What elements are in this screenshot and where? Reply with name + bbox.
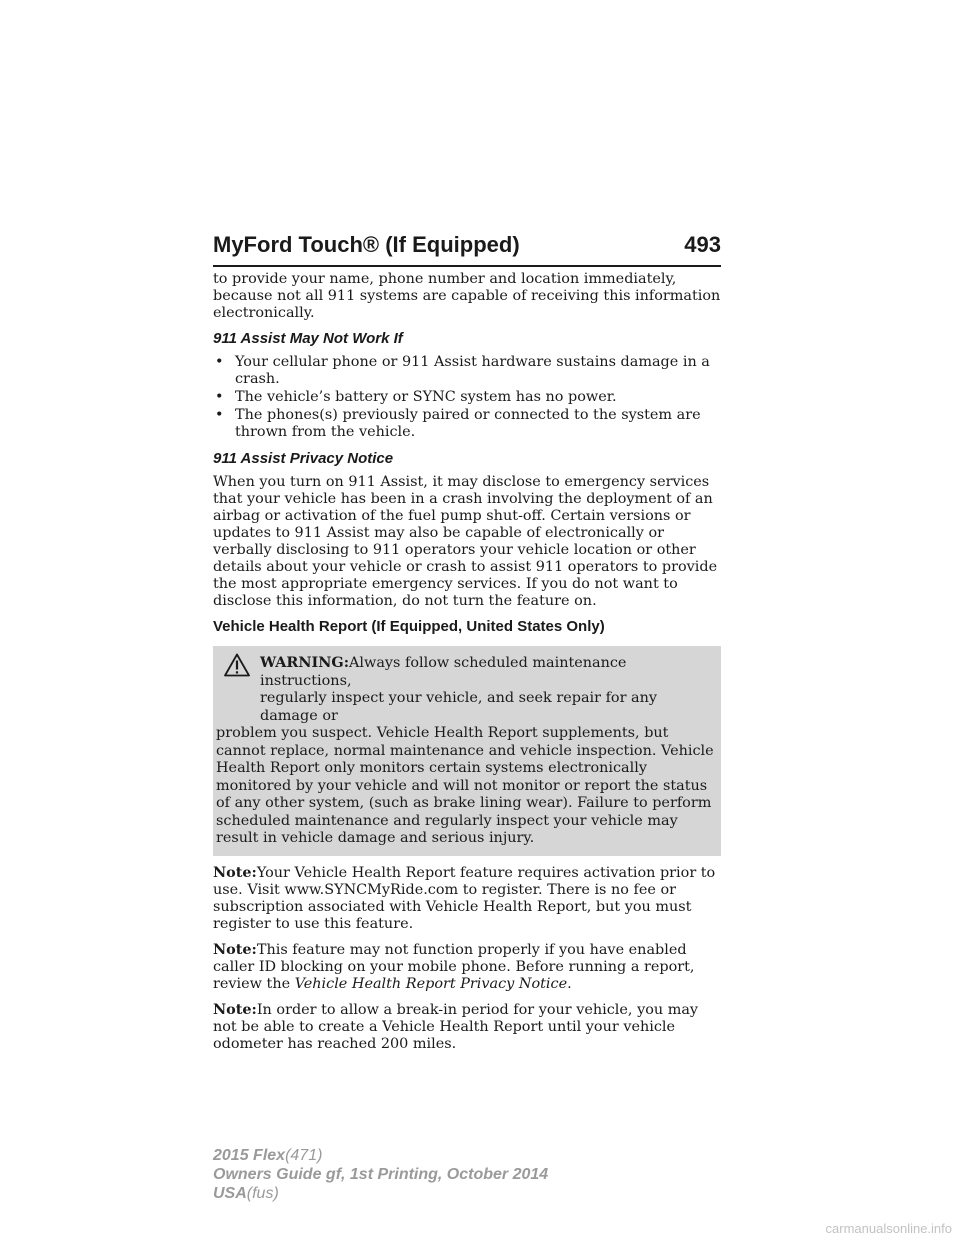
privacy-paragraph: When you turn on 911 Assist, it may disclose to emergency services that your vehicle has been in a crash involving the deployment of an airbag or activation of the fuel pump shut-off. Certain versions or updates to 911 Assist may also be capable of electronically or verbally disclosing to 911 operators your vehicle location or other details about your vehicle or crash to assist 911 operators to provide the most appropriate emergency services. If you do not want to disclose this information, do not turn the feature on.: [213, 474, 718, 609]
warning-body: problem you suspect. Vehicle Health Report supplements, but cannot replace, normal maintenance and vehicle inspection. Vehicle Health Report only monitors certain systems electronically monitored by your vehicle and will not monitor or report the status of any other system, (such as brake lining wear). Failure to perform scheduled maintenance and regularly inspect your vehicle may result in vehicle damage and serious injury.: [216, 725, 714, 846]
header-divider: [213, 265, 721, 267]
privacy-notice-reference: Vehicle Health Report Privacy Notice: [294, 975, 568, 992]
section-heading-may-not-work: 911 Assist May Not Work If: [213, 330, 403, 347]
warning-label: WARNING:: [260, 654, 350, 671]
section-heading-privacy: 911 Assist Privacy Notice: [213, 450, 394, 467]
bullet-icon: •: [215, 407, 224, 423]
footer-region-line: USA(fus): [213, 1185, 279, 1202]
watermark: carmanualsonline.info: [825, 1221, 952, 1236]
intro-paragraph: to provide your name, phone number and location immediately, because not all 911 systems are capable of receiving this information electronically.: [213, 271, 721, 321]
section-heading-vhr: Vehicle Health Report (If Equipped, United States Only): [213, 618, 605, 635]
list-item: • The vehicle’s battery or SYNC system has no power.: [215, 389, 617, 405]
warning-box: [213, 646, 721, 856]
bullet-icon: •: [215, 354, 224, 370]
note-paragraph: Note:Your Vehicle Health Report feature requires activation prior to use. Visit www.SYNCMyRide.com to register. There is no fee or subscription associated with Vehicle Health Report, but you must register to use this feature.: [213, 863, 716, 932]
note-label: Note:: [213, 863, 257, 881]
bullet-list: [213, 354, 721, 441]
footer-guide-line: Owners Guide gf, 1st Printing, October 2014: [213, 1166, 549, 1183]
chapter-title: MyFord Touch® (If Equipped): [213, 232, 520, 257]
page-header: [213, 232, 721, 262]
list-item: • The phones(s) previously paired or connected to the system are thrown from the vehicle.: [215, 407, 701, 440]
note-paragraph: Note:This feature may not function properly if you have enabled caller ID blocking on your mobile phone. Before running a report, review the Vehicle Health Report Privacy Notice.: [213, 940, 695, 992]
page-content: [213, 271, 721, 1061]
bullet-icon: •: [215, 389, 224, 405]
note-label: Note:: [213, 940, 257, 958]
page-number: 493: [684, 232, 721, 257]
page-footer: [213, 1146, 548, 1203]
note-paragraph: Note:In order to allow a break-in period for your vehicle, you may not be able to create a Vehicle Health Report until your vehicle odometer has reached 200 miles.: [213, 1000, 699, 1052]
note-label: Note:: [213, 1000, 257, 1018]
footer-model-line: 2015 Flex(471): [213, 1147, 323, 1164]
warning-triangle-icon: [224, 653, 250, 677]
list-item: • Your cellular phone or 911 Assist hardware sustains damage in a crash.: [215, 354, 710, 387]
warning-first-lines: WARNING:Always follow scheduled maintenance instructions, regularly inspect your vehicle, and seek repair for any damage or: [260, 654, 658, 724]
